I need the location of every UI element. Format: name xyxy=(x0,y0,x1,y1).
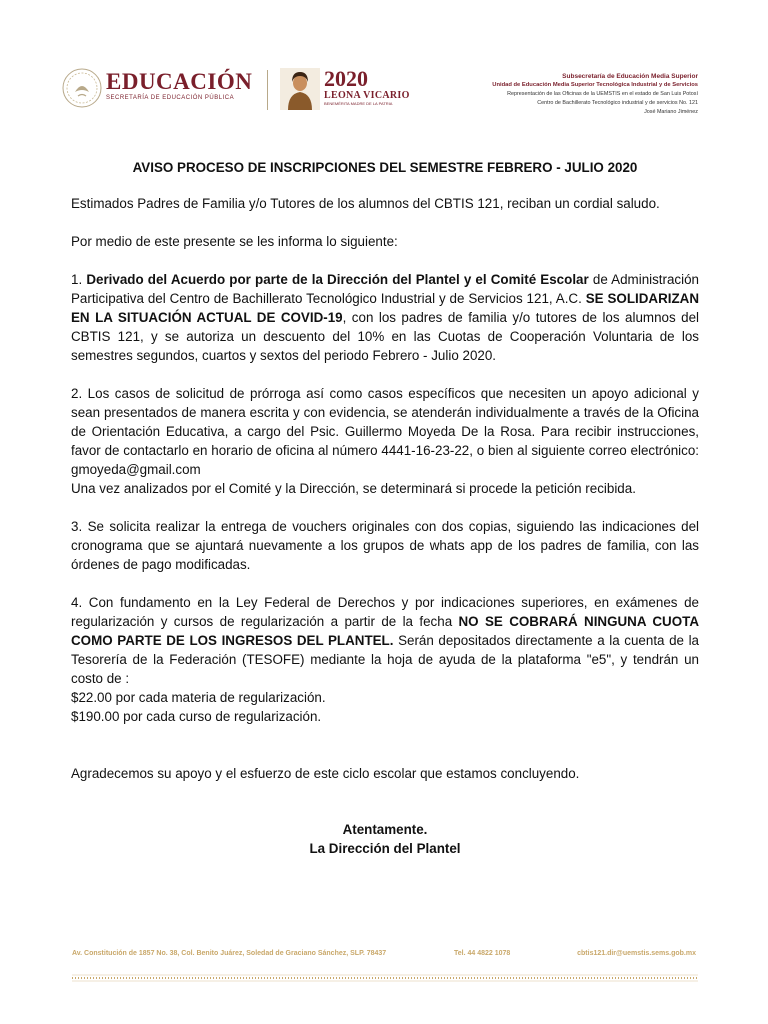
logo-sub-text: SECRETARÍA DE EDUCACIÓN PÚBLICA xyxy=(106,95,235,101)
signoff-line-2: La Dirección del Plantel xyxy=(309,841,461,856)
footer-email: cbtis121.dir@uemstis.sems.gob.mx xyxy=(577,950,696,957)
footer-address: Av. Constitución de 1857 No. 38, Col. Benito Juárez, Soledad de Graciano Sánchez, SLP. 78437 xyxy=(72,950,387,957)
document-title: AVISO PROCESO DE INSCRIPCIONES DEL SEMESTRE FEBRERO - JULIO 2020 xyxy=(132,160,638,175)
educacion-logo xyxy=(106,70,252,101)
signoff xyxy=(71,820,699,858)
institution-line-4: Centro de Bachillerato Tecnológico industrial y de servicios No. 121 xyxy=(537,100,698,106)
p2-text: 2. Los casos de solicitud de prórroga así como casos específicos que necesiten un apoyo adicional y sean presentados de manera escrita y con evidencia, se atenderán individualmente a través de la Oficina de Orientación Educativa, a cargo del Psic. Guillermo Moyeda De la Rosa. Para recibir instrucciones, favor de contactarlo en horario de oficina al número 4441-16-23-22, o bien al siguiente correo electrónico: gmoyeda@gmail.com xyxy=(71,386,699,477)
institution-info xyxy=(492,72,698,117)
intro: Por medio de este presente se les informa lo siguiente: xyxy=(71,234,398,249)
thanks: Agradecemos su apoyo y el esfuerzo de este ciclo escolar que estamos concluyendo. xyxy=(71,766,580,781)
p1-number: 1. xyxy=(71,272,87,287)
year-2020-logo xyxy=(324,68,410,106)
p4-text-2: Serán depositados directamente a la cuenta de la Tesorería de la Federación (TESOFE) mediante la hoja de ayuda de la plataforma "e5", y tendrán un costo de : xyxy=(71,633,700,686)
p1-text-2: , con los padres de familia y/o tutores de los alumnos del CBTIS 121, y se autoriza un descuento del 10% en las Cuotas de Cooperación Voluntaria de los semestres segundos, cuartos y sextos del periodo Febrero - Julio 2020. xyxy=(71,310,699,363)
footer-ornament xyxy=(72,972,698,984)
signoff-line-1: Atentamente. xyxy=(342,822,428,837)
institution-line-3: Representación de las Oficinas de la UEMSTIS en el estado de San Luis Potosí xyxy=(507,91,698,97)
p1-text-1: de Administración Participativa del Centro de Bachillerato Tecnológico Industrial y de Servicios 121, A.C. xyxy=(71,272,700,306)
p1-bold-1: Derivado del Acuerdo por parte de la Dirección del Plantel y el Comité Escolar xyxy=(86,272,589,287)
national-seal-icon xyxy=(62,68,102,108)
p4-text-1: 4. Con fundamento en la Ley Federal de Derechos y por indicaciones superiores, en exámenes de regularización y cursos de regularización a partir de la fecha xyxy=(71,595,699,629)
paragraph-3: 3. Se solicita realizar la entrega de vouchers originales con dos copias, siguiendo las indicaciones del cronograma que se ajuntará nuevamente a los grupos de whats app de los padres de familia, con las órdenes de pago modificadas. xyxy=(71,519,699,572)
paragraph-1 xyxy=(71,270,699,365)
p2-text-2: Una vez analizados por el Comité y la Dirección, se determinará si procede la petición recibida. xyxy=(71,481,636,496)
logo-main-text: EDUCACIÓN xyxy=(106,69,253,94)
greeting: Estimados Padres de Familia y/o Tutores de los alumnos del CBTIS 121, reciban un cordial saludo. xyxy=(71,196,660,211)
p1-bold-2: SE SOLIDARIZAN EN LA SITUACIÓN ACTUAL DE COVID-19 xyxy=(71,291,699,325)
footer xyxy=(72,950,700,960)
logo-name: LEONA VICARIO xyxy=(324,90,410,101)
p4-cost-1: $22.00 por cada materia de regularización. xyxy=(71,690,326,705)
logo-year: 2020 xyxy=(324,66,368,91)
logo-tagline: BENEMÉRITA MADRE DE LA PATRIA xyxy=(324,101,393,106)
paragraph-4 xyxy=(71,593,699,726)
institution-line-1: Subsecretaría de Educación Media Superior xyxy=(562,73,698,80)
paragraph-2 xyxy=(71,384,699,498)
footer-phone: Tel. 44 4822 1078 xyxy=(454,950,511,957)
logo-divider xyxy=(267,70,268,110)
p4-cost-2: $190.00 por cada curso de regularización. xyxy=(71,709,322,724)
institution-line-2: Unidad de Educación Media Superior Tecnológica Industrial y de Servicios xyxy=(492,82,698,88)
p4-bold-1: NO SE COBRARÁ NINGUNA CUOTA COMO PARTE DE LOS INGRESOS DEL PLANTEL. xyxy=(71,614,699,648)
institution-line-5: José Mariano Jiménez xyxy=(644,109,698,115)
letterhead xyxy=(62,66,702,126)
letter-body xyxy=(71,158,699,858)
leona-vicario-portrait-icon xyxy=(280,68,320,110)
